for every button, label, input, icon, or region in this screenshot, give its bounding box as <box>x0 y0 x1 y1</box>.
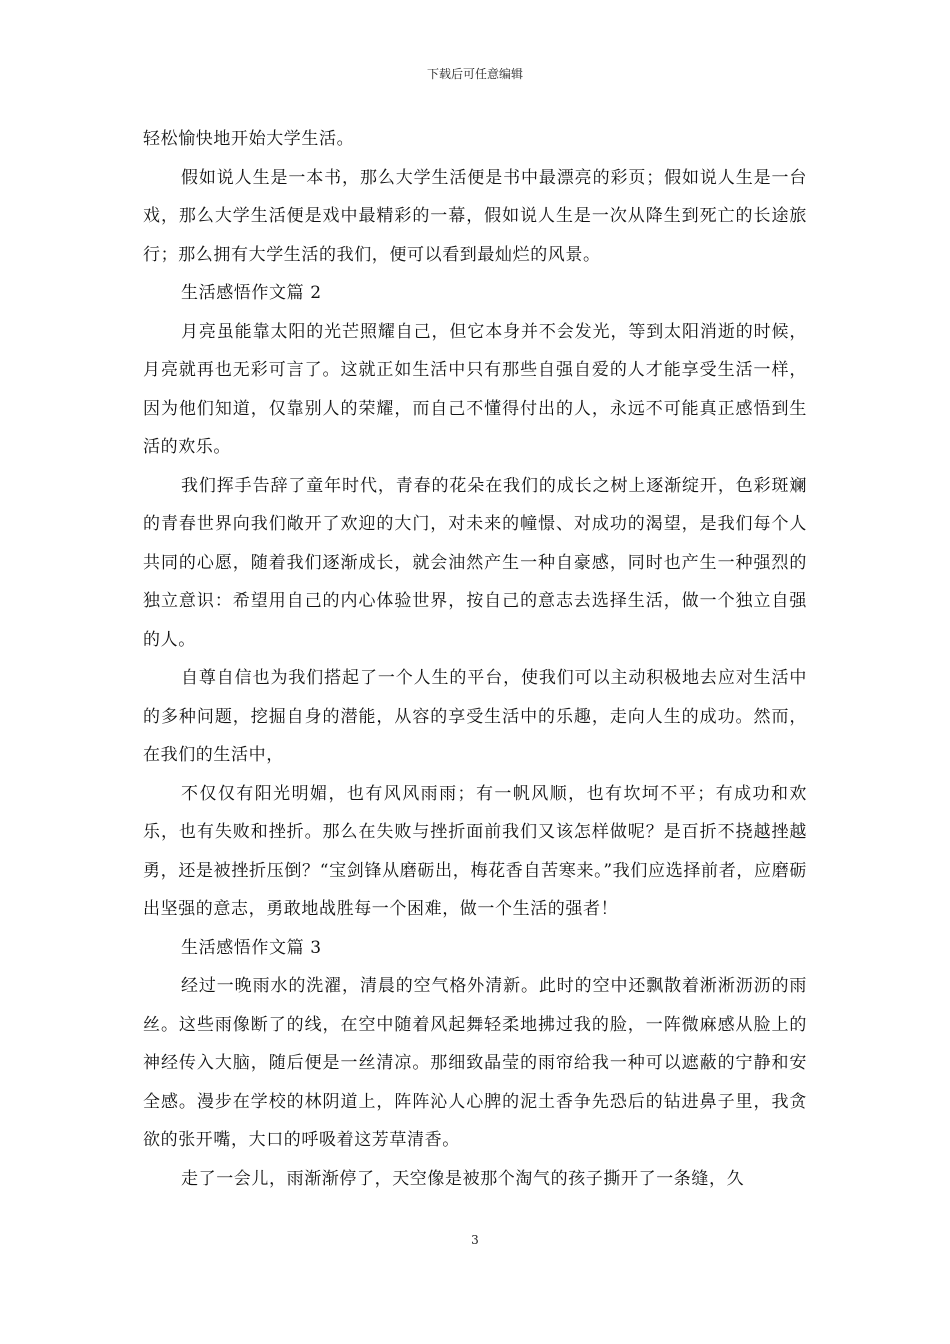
paragraph: 自尊自信也为我们搭起了一个人生的平台，使我们可以主动积极地去应对生活中的多种问题，挖掘自身的潜能，从容的享受生活中的乐趣，走向人生的成功。然而，在我们的生活中， <box>143 668 807 765</box>
paragraph: 走了一会儿，雨渐渐停了，天空像是被那个淘气的孩子撕开了一条缝，久 <box>181 1168 745 1189</box>
paragraph: 经过一晚雨水的洗濯，清晨的空气格外清新。此时的空中还飘散着淅淅沥沥的雨丝。这些雨像断了的线，在空中随着风起舞轻柔地拂过我的脸，一阵微麻感从脸上的神经传入大脑，随后便是一丝清凉。那细致晶莹的雨帘给我一种可以遮蔽的宁静和安全感。漫步在学校的林阴道上，阵阵沁人心脾的泥土香争先恐后的钻进鼻子里，我贪欲的张开嘴，大口的呼吸着这芳草清香。 <box>143 976 807 1150</box>
paragraph: 月亮虽能靠太阳的光芒照耀自己，但它本身并不会发光，等到太阳消逝的时候，月亮就再也无彩可言了。这就正如生活中只有那些自强自爱的人才能享受生活一样，因为他们知道，仅靠别人的荣耀，而自己不懂得付出的人，永远不可能真正感悟到生活的欢乐。 <box>143 321 807 457</box>
document-body <box>143 120 807 1198</box>
paragraph-continuation: 轻松愉快地开始大学生活。 <box>143 129 355 149</box>
page-header: 下载后可任意编辑 <box>426 67 523 81</box>
paragraph: 假如说人生是一本书，那么大学生活便是书中最漂亮的彩页；假如说人生是一台戏，那么大学生活便是戏中最精彩的一幕，假如说人生是一次从降生到死亡的长途旅行；那么拥有大学生活的我们，便可以看到最灿烂的风景。 <box>143 167 807 265</box>
section-heading: 生活感悟作文篇 3 <box>181 937 322 958</box>
paragraph: 不仅仅有阳光明媚，也有风风雨雨；有一帆风顺，也有坎坷不平；有成功和欢乐，也有失败和挫折。那么在失败与挫折面前我们又该怎样做呢？是百折不挠越挫越勇，还是被挫折压倒？“宝剑锋从磨砺出，梅花香自苦寒来。”我们应选择前者，应磨砺出坚强的意志，勇敢地战胜每一个困难，做一个生活的强者！ <box>143 783 807 919</box>
section-heading: 生活感悟作文篇 2 <box>181 283 322 303</box>
paragraph: 我们挥手告辞了童年时代，青春的花朵在我们的成长之树上逐渐绽开，色彩斑斓的青春世界向我们敞开了欢迎的大门，对未来的幢憬、对成功的渴望，是我们每个人共同的心愿，随着我们逐渐成长，就会油然产生一种自豪感，同时也产生一种强烈的独立意识：希望用自己的内心体验世界，按自己的意志去选择生活，做一个独立自强的人。 <box>143 475 807 650</box>
page-number: 3 <box>471 1233 479 1247</box>
